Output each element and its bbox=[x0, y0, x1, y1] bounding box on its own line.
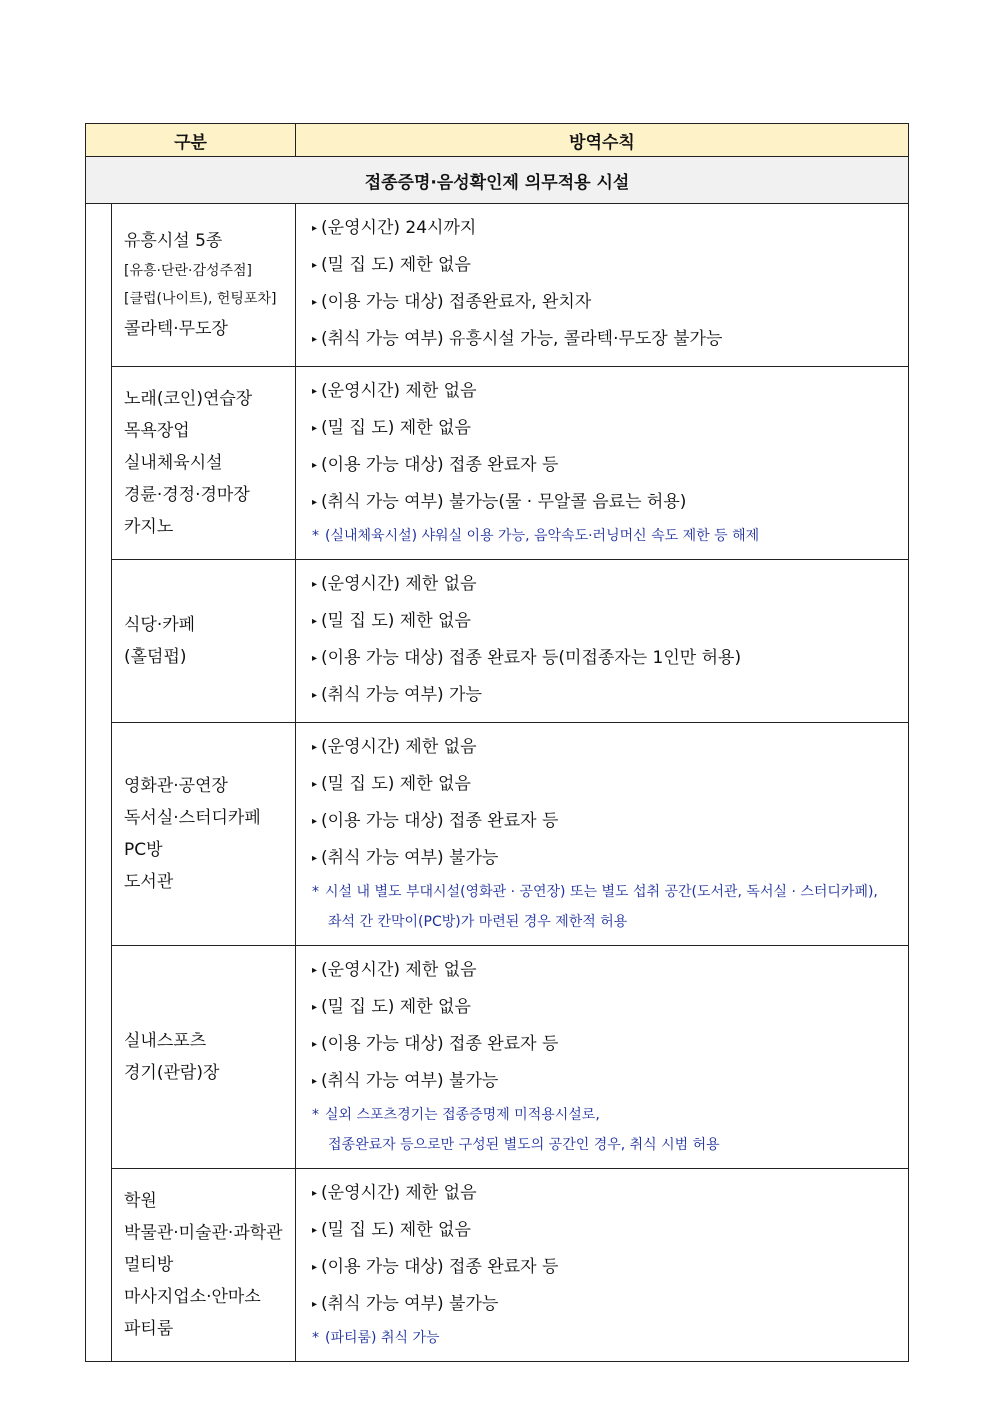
facility-group-row bbox=[86, 367, 909, 560]
facility-name: [클럽(나이트), 헌팅포차] bbox=[124, 291, 277, 307]
facility-group-row bbox=[86, 204, 909, 367]
rule-text: (이용 가능 대상) 접종 완료자 등 bbox=[321, 455, 559, 475]
note-text: 좌석 간 칸막이(PC방)가 마련된 경우 제한적 허용 bbox=[328, 914, 628, 930]
rule-item bbox=[312, 1249, 904, 1286]
rule-text: (운영시간) 제한 없음 bbox=[321, 1183, 477, 1203]
facility-name: (홀덤펍) bbox=[124, 647, 187, 667]
rule-item bbox=[312, 447, 904, 484]
arrow-bullet-icon: ▸ bbox=[312, 1039, 318, 1050]
rule-item bbox=[312, 1175, 904, 1212]
arrow-bullet-icon: ▸ bbox=[312, 497, 318, 508]
rule-item bbox=[312, 566, 904, 603]
facility-cell bbox=[112, 1169, 296, 1362]
rule-text: (이용 가능 대상) 접종 완료자 등 bbox=[321, 1034, 559, 1054]
rules-cell bbox=[296, 367, 909, 560]
rule-item bbox=[312, 840, 904, 877]
rule-text: (운영시간) 제한 없음 bbox=[321, 737, 477, 757]
rule-item bbox=[312, 1286, 904, 1323]
facility-name: 식당·카페 bbox=[124, 615, 196, 635]
arrow-bullet-icon: ▸ bbox=[312, 1299, 318, 1310]
rule-text: (밀 집 도) 제한 없음 bbox=[321, 1220, 471, 1240]
facility-name: 멀티방 bbox=[124, 1255, 174, 1275]
rule-text: (취식 가능 여부) 불가능 bbox=[321, 1294, 499, 1314]
rule-item bbox=[312, 766, 904, 803]
rule-text: (취식 가능 여부) 불가능 bbox=[321, 1071, 499, 1091]
arrow-bullet-icon: ▸ bbox=[312, 334, 318, 345]
asterisk-icon: * bbox=[312, 1330, 320, 1346]
rule-note bbox=[312, 1323, 904, 1353]
rule-item bbox=[312, 321, 904, 358]
rule-text: (밀 집 도) 제한 없음 bbox=[321, 774, 471, 794]
arrow-bullet-icon: ▸ bbox=[312, 616, 318, 627]
rule-text: (이용 가능 대상) 접종 완료자 등(미접종자는 1인만 허용) bbox=[321, 648, 742, 668]
rule-text: (이용 가능 대상) 접종 완료자 등 bbox=[321, 1257, 559, 1277]
rule-item bbox=[312, 1063, 904, 1100]
facility-name: 경기(관람)장 bbox=[124, 1063, 220, 1083]
facility-group-row bbox=[86, 946, 909, 1169]
facility-cell bbox=[112, 367, 296, 560]
rules-cell bbox=[296, 560, 909, 723]
facility-group-row bbox=[86, 723, 909, 946]
arrow-bullet-icon: ▸ bbox=[312, 779, 318, 790]
arrow-bullet-icon: ▸ bbox=[312, 690, 318, 701]
facility-cell bbox=[112, 946, 296, 1169]
header-rules: 방역수칙 bbox=[296, 124, 909, 157]
facility-name: 파티룸 bbox=[124, 1319, 174, 1339]
rule-note bbox=[312, 521, 904, 551]
asterisk-icon: * bbox=[312, 1107, 320, 1123]
facility-name: [유흥·단란·감성주점] bbox=[124, 263, 253, 279]
rule-text: (밀 집 도) 제한 없음 bbox=[321, 255, 471, 275]
rule-item bbox=[312, 677, 904, 714]
rule-note bbox=[312, 1100, 904, 1160]
note-text: 접종완료자 등으로만 구성된 별도의 공간인 경우, 취식 시범 허용 bbox=[328, 1137, 720, 1153]
note-text: (파티룸) 취식 가능 bbox=[325, 1330, 440, 1346]
rule-item bbox=[312, 1212, 904, 1249]
rules-cell bbox=[296, 1169, 909, 1362]
arrow-bullet-icon: ▸ bbox=[312, 965, 318, 976]
rule-text: (취식 가능 여부) 가능 bbox=[321, 685, 482, 705]
rule-text: (밀 집 도) 제한 없음 bbox=[321, 418, 471, 438]
rule-item bbox=[312, 640, 904, 677]
facility-group-row bbox=[86, 1169, 909, 1362]
rules-cell bbox=[296, 723, 909, 946]
header-category: 구분 bbox=[86, 124, 296, 157]
arrow-bullet-icon: ▸ bbox=[312, 853, 318, 864]
note-text: 실외 스포츠경기는 접종증명제 미적용시설로, bbox=[325, 1107, 600, 1123]
rule-text: (밀 집 도) 제한 없음 bbox=[321, 997, 471, 1017]
rule-text: (운영시간) 제한 없음 bbox=[321, 574, 477, 594]
rule-item bbox=[312, 729, 904, 766]
note-text: 시설 내 별도 부대시설(영화관 · 공연장) 또는 별도 섭취 공간(도서관, 독서실 · 스터디카페), bbox=[325, 884, 878, 900]
arrow-bullet-icon: ▸ bbox=[312, 653, 318, 664]
rule-text: (취식 가능 여부) 불가능 bbox=[321, 848, 499, 868]
arrow-bullet-icon: ▸ bbox=[312, 460, 318, 471]
facility-name: 영화관·공연장 bbox=[124, 776, 228, 796]
note-text: (실내체육시설) 샤워실 이용 가능, 음악속도·러닝머신 속도 제한 등 해제 bbox=[325, 528, 760, 544]
rule-item bbox=[312, 989, 904, 1026]
facility-cell bbox=[112, 723, 296, 946]
rule-item bbox=[312, 284, 904, 321]
rule-item bbox=[312, 952, 904, 989]
rule-text: (이용 가능 대상) 접종 완료자 등 bbox=[321, 811, 559, 831]
arrow-bullet-icon: ▸ bbox=[312, 579, 318, 590]
rule-item bbox=[312, 603, 904, 640]
facility-name: 유흥시설 5종 bbox=[124, 231, 223, 251]
arrow-bullet-icon: ▸ bbox=[312, 1225, 318, 1236]
section-title: 접종증명·음성확인제 의무적용 시설 bbox=[86, 157, 909, 204]
facility-name: 실내체육시설 bbox=[124, 453, 223, 473]
rule-note bbox=[312, 877, 904, 937]
arrow-bullet-icon: ▸ bbox=[312, 260, 318, 271]
rules-cell bbox=[296, 204, 909, 367]
rule-item bbox=[312, 247, 904, 284]
arrow-bullet-icon: ▸ bbox=[312, 1002, 318, 1013]
table-header-row bbox=[86, 124, 909, 157]
rule-text: (운영시간) 제한 없음 bbox=[321, 381, 477, 401]
rule-text: (이용 가능 대상) 접종완료자, 완치자 bbox=[321, 292, 592, 312]
facility-name: PC방 bbox=[124, 840, 163, 860]
rule-item bbox=[312, 1026, 904, 1063]
facility-name: 학원 bbox=[124, 1191, 157, 1211]
facility-name: 도서관 bbox=[124, 872, 174, 892]
facility-name: 실내스포츠 bbox=[124, 1031, 207, 1051]
facility-name: 카지노 bbox=[124, 517, 174, 537]
rule-item bbox=[312, 410, 904, 447]
rule-item bbox=[312, 210, 904, 247]
arrow-bullet-icon: ▸ bbox=[312, 816, 318, 827]
rule-item bbox=[312, 373, 904, 410]
indent-column bbox=[86, 204, 112, 1362]
asterisk-icon: * bbox=[312, 528, 320, 544]
rule-text: (운영시간) 제한 없음 bbox=[321, 960, 477, 980]
arrow-bullet-icon: ▸ bbox=[312, 386, 318, 397]
facility-cell bbox=[112, 204, 296, 367]
arrow-bullet-icon: ▸ bbox=[312, 297, 318, 308]
rule-text: (취식 가능 여부) 불가능(물 · 무알콜 음료는 허용) bbox=[321, 492, 687, 512]
facility-name: 마사지업소·안마소 bbox=[124, 1287, 261, 1307]
facility-group-row bbox=[86, 560, 909, 723]
facility-name: 노래(코인)연습장 bbox=[124, 389, 253, 409]
rule-text: (운영시간) 24시까지 bbox=[321, 218, 477, 238]
asterisk-icon: * bbox=[312, 884, 320, 900]
facility-name: 목욕장업 bbox=[124, 421, 190, 441]
arrow-bullet-icon: ▸ bbox=[312, 1262, 318, 1273]
facility-name: 박물관·미술관·과학관 bbox=[124, 1223, 283, 1243]
facility-cell bbox=[112, 560, 296, 723]
facility-name: 독서실·스터디카페 bbox=[124, 808, 261, 828]
arrow-bullet-icon: ▸ bbox=[312, 1076, 318, 1087]
facility-name: 경륜·경정·경마장 bbox=[124, 485, 250, 505]
section-title-row bbox=[86, 157, 909, 204]
rule-text: (취식 가능 여부) 유흥시설 가능, 콜라텍·무도장 불가능 bbox=[321, 329, 723, 349]
rule-item bbox=[312, 484, 904, 521]
quarantine-rules-table bbox=[85, 123, 909, 1362]
arrow-bullet-icon: ▸ bbox=[312, 223, 318, 234]
arrow-bullet-icon: ▸ bbox=[312, 742, 318, 753]
arrow-bullet-icon: ▸ bbox=[312, 1188, 318, 1199]
rule-text: (밀 집 도) 제한 없음 bbox=[321, 611, 471, 631]
rules-cell bbox=[296, 946, 909, 1169]
rule-item bbox=[312, 803, 904, 840]
arrow-bullet-icon: ▸ bbox=[312, 423, 318, 434]
facility-name: 콜라텍·무도장 bbox=[124, 319, 228, 339]
